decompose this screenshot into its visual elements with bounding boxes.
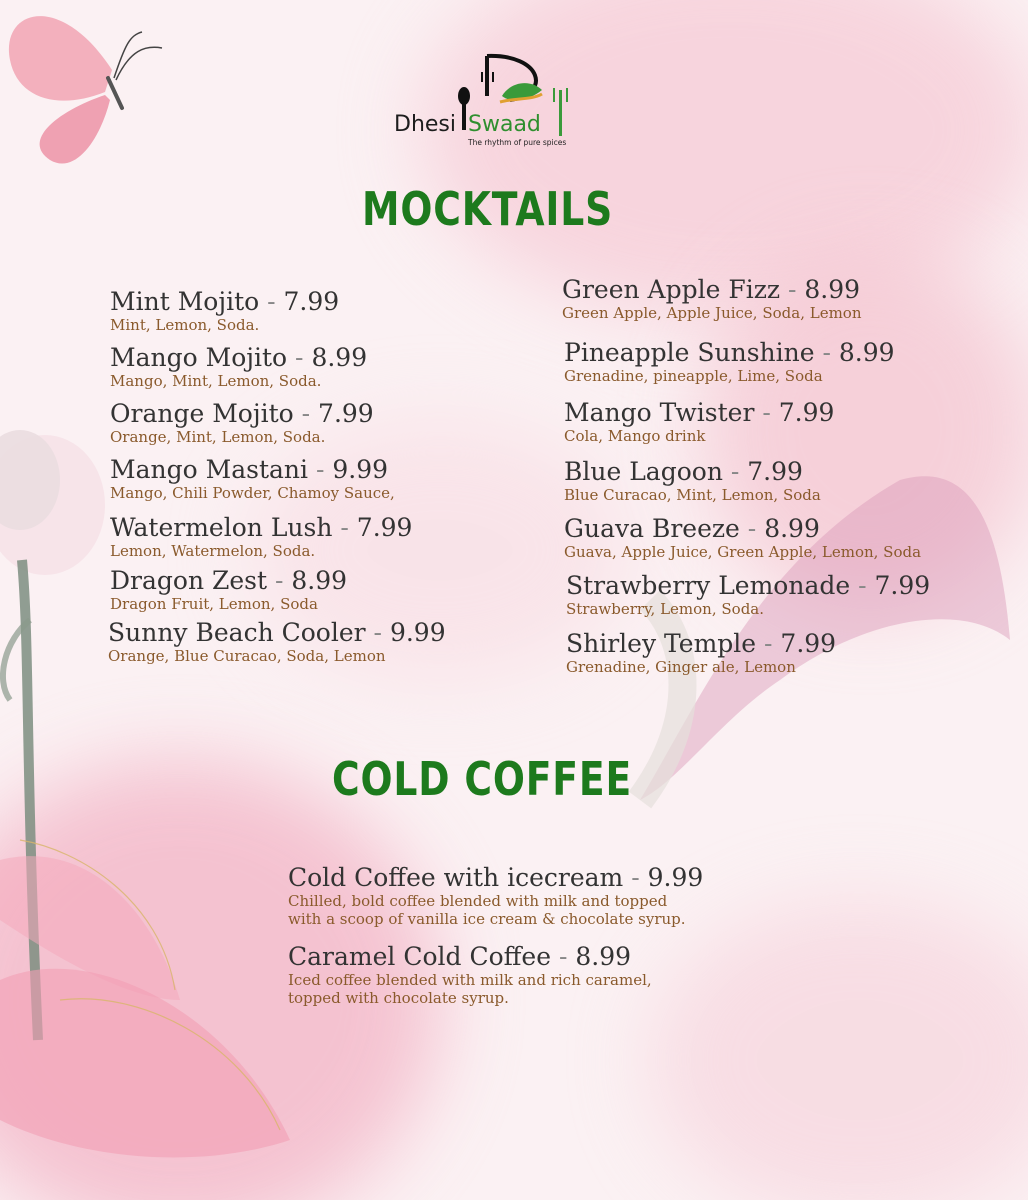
item-price: 8.99 <box>291 566 348 595</box>
item-description: Mint, Lemon, Soda. <box>110 315 260 334</box>
item-price: 7.99 <box>318 399 374 428</box>
price-separator: - <box>850 571 875 600</box>
item-name: Guava Breeze <box>564 514 740 543</box>
item-name: Caramel Cold Coffee <box>288 942 551 971</box>
item-description: Orange, Blue Curacao, Soda, Lemon <box>108 646 386 665</box>
menu-item-title <box>288 864 703 892</box>
price-separator: - <box>308 455 333 484</box>
menu-item-title <box>564 399 834 427</box>
item-name: Orange Mojito <box>110 399 294 428</box>
leaf-icon <box>500 83 542 102</box>
price-separator: - <box>287 343 312 372</box>
item-name: Strawberry Lemonade <box>566 571 851 600</box>
price-separator: - <box>551 942 576 971</box>
menu-item <box>566 572 930 618</box>
fork-icon <box>553 88 568 136</box>
item-price: 8.99 <box>838 338 895 367</box>
item-description: Blue Curacao, Mint, Lemon, Soda <box>564 485 821 504</box>
item-price: 7.99 <box>778 398 835 427</box>
item-name: Mint Mojito <box>110 287 260 316</box>
menu-item <box>110 456 395 502</box>
item-price: 7.99 <box>780 629 837 658</box>
menu-item <box>108 619 446 665</box>
item-price: 7.99 <box>874 571 931 600</box>
menu-item <box>110 400 374 446</box>
item-description: Green Apple, Apple Juice, Soda, Lemon <box>562 303 862 322</box>
menu-item-title <box>110 344 367 372</box>
menu-item <box>564 399 834 445</box>
item-description: Lemon, Watermelon, Soda. <box>110 541 316 560</box>
cold-coffee-title: COLD COFFEE <box>332 752 633 806</box>
item-price: 8.99 <box>764 514 820 543</box>
item-name: Green Apple Fizz <box>562 275 781 304</box>
brand-name-part1: Dhesi <box>394 112 456 137</box>
item-name: Mango Mastani <box>110 455 308 484</box>
menu-item-title <box>110 288 339 316</box>
item-name: Dragon Zest <box>110 566 268 595</box>
item-price: 8.99 <box>311 343 368 372</box>
item-name: Mango Mojito <box>110 343 288 372</box>
item-price: 9.99 <box>647 863 704 892</box>
menu-item <box>110 344 367 390</box>
item-price: 7.99 <box>283 287 340 316</box>
item-price: 8.99 <box>575 942 632 971</box>
price-separator: - <box>756 629 781 658</box>
item-name: Watermelon Lush <box>110 513 333 542</box>
menu-item-title <box>566 630 836 658</box>
item-name: Shirley Temple <box>566 629 757 658</box>
menu-item <box>110 567 347 613</box>
menu-item <box>562 276 862 322</box>
menu-item <box>110 514 412 560</box>
brand-logo <box>392 50 577 150</box>
price-separator: - <box>623 863 648 892</box>
price-separator: - <box>739 514 765 543</box>
menu-item-title <box>288 943 652 971</box>
menu-item-title <box>562 276 862 304</box>
butterfly-icon <box>9 16 162 163</box>
item-name: Sunny Beach Cooler <box>108 618 366 647</box>
item-price: 8.99 <box>804 275 861 304</box>
menu-item <box>566 630 836 676</box>
item-price: 9.99 <box>332 455 389 484</box>
item-price: 9.99 <box>389 618 446 647</box>
item-name: Blue Lagoon <box>564 457 723 486</box>
price-separator: - <box>814 338 839 367</box>
menu-item-title <box>110 456 395 484</box>
menu-item-title <box>108 619 446 647</box>
fork-icon <box>481 72 494 88</box>
menu-item <box>564 458 821 504</box>
item-name: Cold Coffee with icecream <box>288 863 624 892</box>
price-separator: - <box>267 566 292 595</box>
item-description: Iced coffee blended with milk and rich caramel, topped with chocolate syrup. <box>288 970 652 1007</box>
menu-item <box>564 339 895 385</box>
item-price: 7.99 <box>356 513 413 542</box>
item-description: Dragon Fruit, Lemon, Soda <box>110 594 318 613</box>
menu-item-title <box>564 458 821 486</box>
item-description: Chilled, bold coffee blended with milk and topped with a scoop of vanilla ice cream & chocolate syrup. <box>288 891 686 928</box>
menu-item <box>288 864 703 928</box>
menu-item <box>564 515 921 561</box>
price-separator: - <box>722 457 748 486</box>
item-description: Cola, Mango drink <box>564 426 706 445</box>
menu-item-title <box>564 339 895 367</box>
item-description: Orange, Mint, Lemon, Soda. <box>110 427 326 446</box>
brand-tagline: The rhythm of pure spices <box>468 138 567 147</box>
brand-name-part2: Swaad <box>468 112 541 137</box>
item-name: Pineapple Sunshine <box>564 338 815 367</box>
menu-item-title <box>110 514 412 542</box>
item-name: Mango Twister <box>564 398 755 427</box>
menu-item-title <box>110 400 374 428</box>
price-separator: - <box>293 399 319 428</box>
menu-item-title <box>564 515 921 543</box>
mocktails-title: MOCKTAILS <box>362 182 614 236</box>
item-description: Grenadine, pineapple, Lime, Soda <box>564 366 823 385</box>
item-description: Guava, Apple Juice, Green Apple, Lemon, Soda <box>564 542 922 561</box>
item-price: 7.99 <box>747 457 803 486</box>
menu-item <box>110 288 339 334</box>
menu-item-title <box>110 567 347 595</box>
price-separator: - <box>259 287 284 316</box>
item-description: Strawberry, Lemon, Soda. <box>566 599 765 618</box>
menu-item-title <box>566 572 930 600</box>
price-separator: - <box>365 618 390 647</box>
item-description: Mango, Chili Powder, Chamoy Sauce, <box>110 483 395 502</box>
price-separator: - <box>332 513 357 542</box>
menu-item <box>288 943 652 1007</box>
price-separator: - <box>754 398 779 427</box>
item-description: Mango, Mint, Lemon, Soda. <box>110 371 322 390</box>
item-description: Grenadine, Ginger ale, Lemon <box>566 657 796 676</box>
price-separator: - <box>780 275 805 304</box>
